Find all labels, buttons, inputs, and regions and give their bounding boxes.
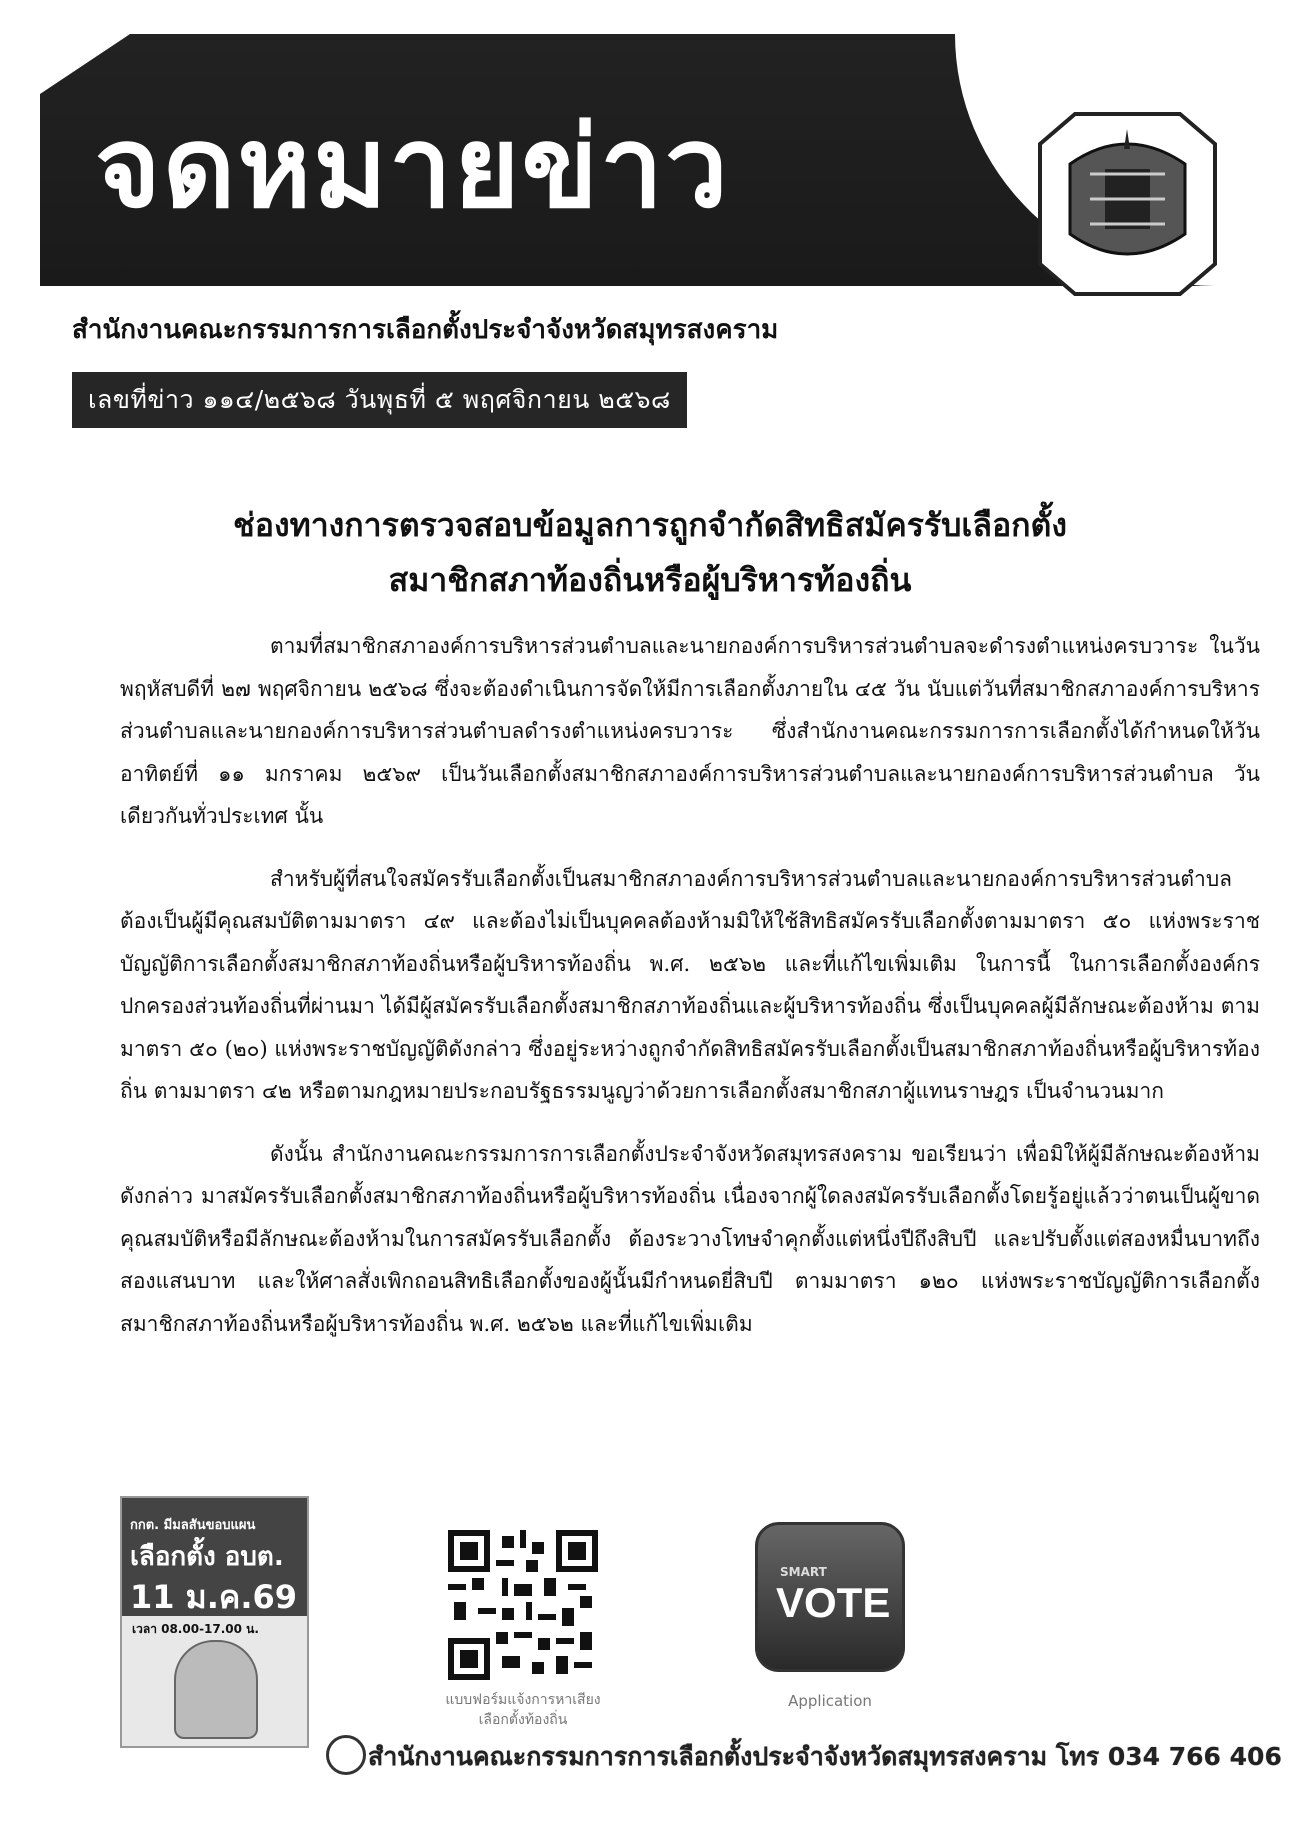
election-commission-seal xyxy=(1030,104,1225,299)
title-line-2: สมาชิกสภาท้องถิ่นหรือผู้บริหารท้องถิ่น xyxy=(388,561,912,599)
banner-notch xyxy=(40,34,130,94)
paragraph-1: ตามที่สมาชิกสภาองค์การบริหารส่วนตำบลและนายกองค์การบริหารส่วนตำบลจะดำรงตำแหน่งครบวาระ ในวันพฤหัสบดีที่ ๒๗ พฤศจิกายน ๒๕๖๘ ซึ่งจะต้องดำเนินการจัดให้มีการเลือกตั้งภายใน ๔๕ วัน นับแต่วันที่สมาชิกสภาองค์การบริหารส่วนตำบลและนายกองค์การบริหารส่วนตำบลดำรงตำแหน่งครบวาระ ซึ่งสำนักงานคณะกรรมการการเลือกตั้งได้กำหนดให้วันอาทิตย์ที่ ๑๑ มกราคม ๒๕๖๙ เป็นวันเลือกตั้งสมาชิกสภาองค์การบริหารส่วนตำบลและนายกองค์การบริหารส่วนตำบล วันเดียวกันทั่วประเทศ นั้น xyxy=(120,634,1260,828)
app-smart-label: SMART xyxy=(780,1565,827,1579)
paragraph-3: ดังนั้น สำนักงานคณะกรรมการการเลือกตั้งประจำจังหวัดสมุทรสงคราม ขอเรียนว่า เพื่อมิให้ผู้มีลักษณะต้องห้ามดังกล่าว มาสมัครรับเลือกตั้งสมาชิกสภาท้องถิ่นหรือผู้บริหารท้องถิ่น เนื่องจากผู้ใดลงสมัครรับเลือกตั้งโดยรู้อยู่แล้วว่าตนเป็นผู้ขาดคุณสมบัติหรือมีลักษณะต้องห้ามในการสมัครรับเลือกตั้ง ต้องระวางโทษจำคุกตั้งแต่หนึ่งปีถึงสิบปี และปรับตั้งแต่สองหมื่นบาทถึงสองแสนบาท และให้ศาลสั่งเพิกถอนสิทธิเลือกตั้งของผู้นั้นมีกำหนดยี่สิบปี ตามมาตรา ๑๒๐ แห่งพระราชบัญญัติการเลือกตั้งสมาชิกสภาท้องถิ่นหรือผู้บริหารท้องถิ่น พ.ศ. ๒๕๖๒ และที่แก้ไขเพิ่มเติม xyxy=(120,1141,1260,1336)
mascot-icon xyxy=(174,1640,258,1739)
organization-name: สำนักงานคณะกรรมการการเลือกตั้งประจำจังหวัดสมุทรสงคราม xyxy=(72,315,779,345)
app-vote-label: VOTE xyxy=(776,1579,891,1626)
paragraph-2: สำหรับผู้ที่สนใจสมัครรับเลือกตั้งเป็นสมาชิกสภาองค์การบริหารส่วนตำบลและนายกองค์การบริหารส่วนตำบลต้องเป็นผู้มีคุณสมบัติตามมาตรา ๔๙ และต้องไม่เป็นบุคคลต้องห้ามมิให้ใช้สิทธิสมัครรับเลือกตั้งตามมาตรา ๕๐ แห่งพระราชบัญญัติการเลือกตั้งสมาชิกสภาท้องถิ่นหรือผู้บริหารท้องถิ่น พ.ศ. ๒๕๖๒ และที่แก้ไขเพิ่มเติม ในการนี้ ในการเลือกตั้งองค์กรปกครองส่วนท้องถิ่นที่ผ่านมา ได้มีผู้สมัครรับเลือกตั้งสมาชิกสภาท้องถิ่นและผู้บริหารท้องถิ่น ซึ่งเป็นบุคคลผู้มีลักษณะต้องห้าม ตามมาตรา ๕๐ (๒๐) แห่งพระราชบัญญัติดังกล่าว ซึ่งอยู่ระหว่างถูกจำกัดสิทธิสมัครรับเลือกตั้งเป็นสมาชิกสภาท้องถิ่นหรือผู้บริหารท้องถิ่น ตามมาตรา ๔๒ หรือตามกฎหมายประกอบรัฐธรรมนูญว่าด้วยการเลือกตั้งสมาชิกสภาผู้แทนราษฎร เป็นจำนวนมาก xyxy=(120,866,1260,1103)
masthead-title: จดหมายข่าว xyxy=(95,103,730,233)
article-title xyxy=(0,498,1300,608)
smart-vote-app-icon[interactable] xyxy=(755,1522,905,1672)
footer-seal-icon xyxy=(326,1735,366,1775)
poster-time: เวลา 08.00-17.00 น. xyxy=(132,1622,259,1636)
qr-caption-line-1: แบบฟอร์มแจ้งการหาเสียง xyxy=(445,1692,601,1708)
title-line-1: ช่องทางการตรวจสอบข้อมูลการถูกจำกัดสิทธิสมัครรับเลือกตั้ง xyxy=(233,506,1067,544)
qr-caption xyxy=(405,1690,641,1730)
qr-code-icon[interactable] xyxy=(448,1530,598,1680)
qr-caption-line-2: เลือกตั้งท้องถิ่น xyxy=(478,1712,568,1728)
poster-line-2: เลือกตั้ง อบต. xyxy=(130,1542,284,1572)
app-caption: Application xyxy=(788,1692,872,1710)
article-body xyxy=(120,625,1260,1365)
poster-date: 11 ม.ค.69 xyxy=(130,1578,298,1616)
footer-contact: สำนักงานคณะกรรมการการเลือกตั้งประจำจังหวัดสมุทรสงคราม โทร 034 766 406 xyxy=(368,1742,1282,1771)
poster-line-1: กกต. มีมลสันขอบแผน xyxy=(130,1518,256,1533)
election-poster xyxy=(120,1496,309,1748)
issue-line: เลขที่ข่าว ๑๑๔/๒๕๖๘ วันพุธที่ ๕ พฤศจิกายน ๒๕๖๘ xyxy=(72,372,687,428)
